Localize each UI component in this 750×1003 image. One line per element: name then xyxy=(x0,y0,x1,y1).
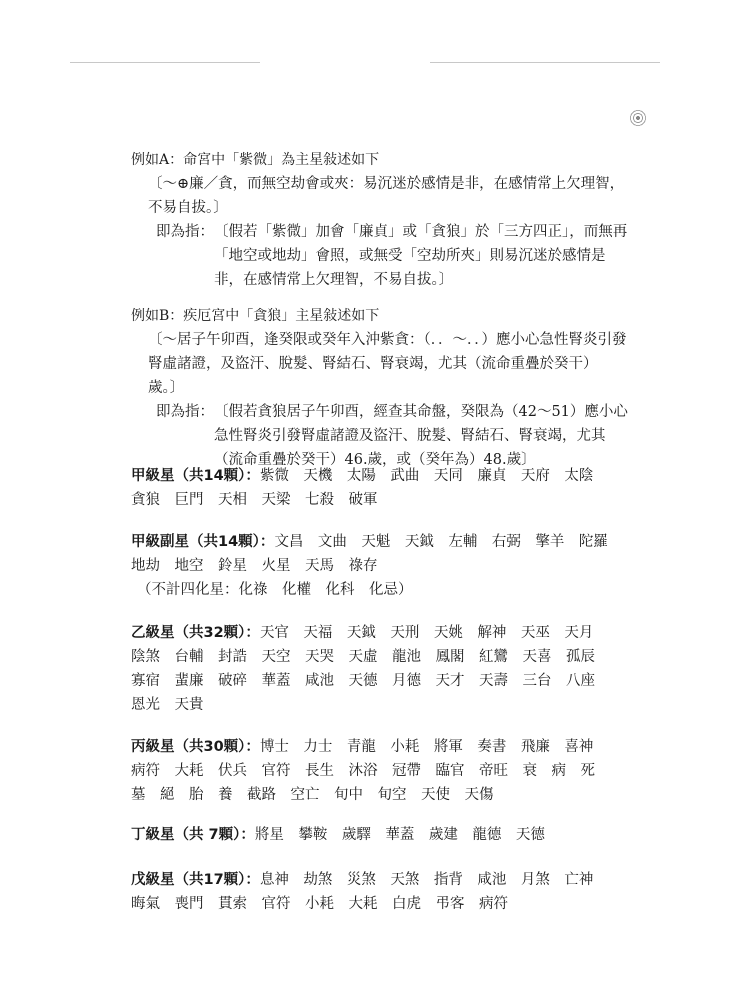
example-a xyxy=(131,150,631,292)
example-b-body: 〔～居子午卯酉，逢癸限或癸年入沖紫貪：（．．～．．）應小心急性腎炎引發腎虛諸證，及盜汗、脫髮、腎結石、腎衰竭，尤其（流命重疊於癸干） 歲。〕 xyxy=(148,332,627,396)
star-row: 地劫 地空 鈴星 火星 天馬 祿存 xyxy=(131,558,378,574)
star-row: 寡宿 蜚廉 破碎 華蓋 咸池 天德 月德 天才 天壽 三台 八座 xyxy=(131,673,595,689)
star-row xyxy=(131,530,631,554)
example-a-reference xyxy=(156,220,631,292)
scan-noise-right xyxy=(430,62,660,63)
star-list: 將星 攀鞍 歲驛 華蓋 歲建 龍德 天德 xyxy=(254,827,545,843)
star-row xyxy=(131,735,631,759)
example-b-ref-label: 即為指： xyxy=(156,404,214,420)
group-heading: 戊級星（共17顆）： xyxy=(131,872,260,888)
star-list: 文昌 文曲 天魁 天鉞 左輔 右弼 擎羊 陀羅 xyxy=(274,534,608,550)
scan-dot-mark xyxy=(628,108,648,128)
example-b-reference xyxy=(156,400,631,472)
example-a-body: 〔～⊕廉／貪，而無空劫會或夾：易沉迷於感情是非，在感情常上欠理智，不易自拔。〕 xyxy=(148,176,625,216)
star-row: 陰煞 台輔 封誥 天空 天哭 天虛 龍池 鳳閣 紅鸞 天喜 孤辰 xyxy=(131,649,595,665)
star-group-yi xyxy=(131,621,631,717)
example-a-title: 例如A：命宮中「紫微」為主星敍述如下 xyxy=(131,152,380,168)
star-row xyxy=(131,464,631,488)
group-heading: 甲級星（共14顆）： xyxy=(131,468,260,484)
star-row xyxy=(131,823,631,847)
example-b-ref-text: 〔假若貪狼居子午卯酉，經查其命盤，癸限為（42～51）應小心急性腎炎引發腎虛諸證及盜汗、脫髮、腎結石、腎衰竭，尤其（流命重疊於癸干）46.歲，或（癸年為）48.歲〕 xyxy=(214,404,628,468)
star-row: 墓 絕 胎 養 截路 空亡 旬中 旬空 天使 天傷 xyxy=(131,787,494,803)
star-row xyxy=(131,868,631,892)
star-list: 天官 天福 天鉞 天刑 天姚 解神 天巫 天月 xyxy=(259,625,594,641)
star-group-jia-fu xyxy=(131,530,631,602)
star-group-bing xyxy=(131,735,631,807)
example-b xyxy=(131,306,631,472)
star-list: 紫微 天機 太陽 武曲 天同 廉貞 天府 太陰 xyxy=(259,468,594,484)
star-row: 病符 大耗 伏兵 官符 長生 沐浴 冠帶 臨官 帝旺 衰 病 死 xyxy=(131,763,595,779)
star-group-jia xyxy=(131,464,631,512)
star-row: 恩光 天貴 xyxy=(131,697,204,713)
star-row: 晦氣 喪門 貫索 官符 小耗 大耗 白虎 弔客 病符 xyxy=(131,896,508,912)
example-a-ref-text: 〔假若「紫微」加會「廉貞」或「貪狼」於「三方四正」，而無再「地空或地劫」會照，或無受「空劫所夾」則易沉迷於感情是非，在感情常上欠理智，不易自拔。〕 xyxy=(214,224,628,288)
example-b-title: 例如B：疾厄宮中「貪狼」主星敍述如下 xyxy=(131,308,380,324)
star-list: 息神 劫煞 災煞 天煞 指背 咸池 月煞 亡神 xyxy=(259,872,594,888)
scan-noise-left xyxy=(70,62,260,63)
star-group-wu xyxy=(131,868,631,916)
group-note: （不計四化星：化祿 化權 化科 化忌） xyxy=(137,582,413,598)
example-a-ref-label: 即為指： xyxy=(156,224,214,240)
group-heading: 丙級星（共30顆）： xyxy=(131,739,260,755)
star-row: 貪狼 巨門 天相 天梁 七殺 破軍 xyxy=(131,492,378,508)
star-group-ding xyxy=(131,823,631,847)
group-heading: 丁級星（共 7顆）： xyxy=(131,827,255,843)
star-row xyxy=(131,621,631,645)
star-list: 博士 力士 青龍 小耗 將軍 奏書 飛廉 喜神 xyxy=(259,739,594,755)
group-heading: 乙級星（共32顆）： xyxy=(131,625,260,641)
group-heading: 甲級副星（共14顆）： xyxy=(131,534,275,550)
